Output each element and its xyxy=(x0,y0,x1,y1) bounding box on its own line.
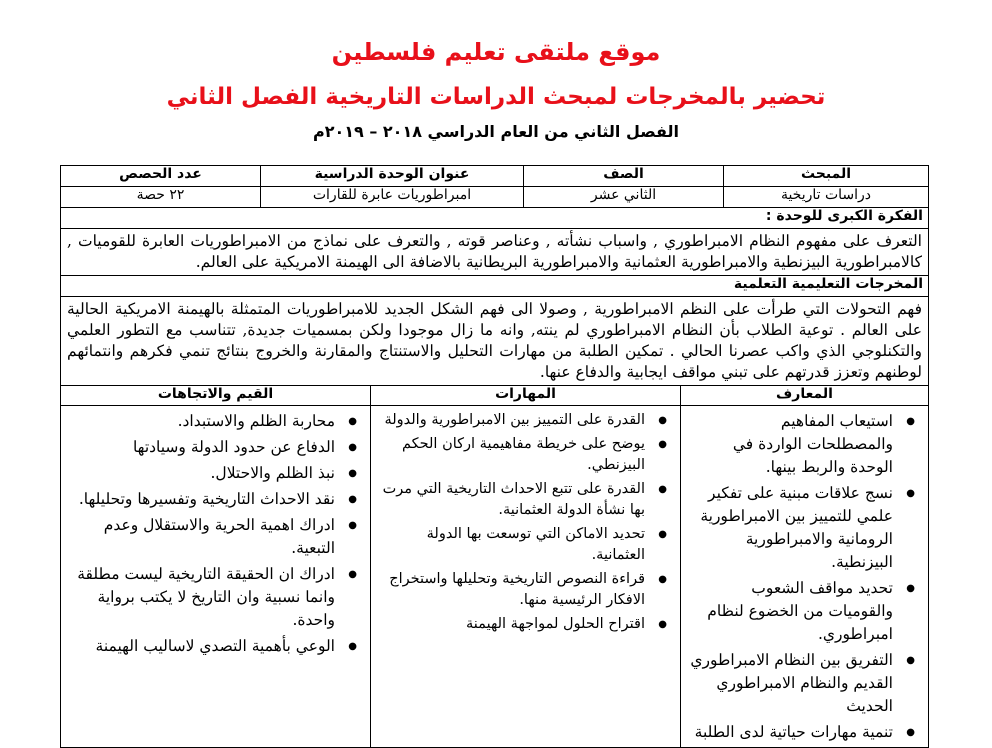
site-title: موقع ملتقى تعليم فلسطين xyxy=(331,38,661,66)
list-item: ● اقتراح الحلول لمواجهة الهيمنة xyxy=(380,614,645,635)
list-item: ● قراءة النصوص التاريخية وتحليلها واستخراج الافكار الرئيسية منها. xyxy=(380,569,645,611)
list-item: ● يوضح على خريطة مفاهيمية اركان الحكم البيزنطي. xyxy=(380,434,645,476)
list-item: ● الدفاع عن حدود الدولة وسيادتها xyxy=(70,436,335,459)
lesson-plan-table xyxy=(61,165,929,748)
unit-header: عنوان الوحدة الدراسية xyxy=(261,166,524,187)
list-item: ● نسج علاقات مبنية على تفكير علمي للتمييز بين الامبراطورية الرومانية والامبراطورية البيزنطية. xyxy=(690,482,893,574)
list-item: ● نقد الاحداث التاريخية وتفسيرها وتحليلها. xyxy=(70,488,335,511)
term-line: الفصل الثاني من العام الدراسي ٢٠١٨ – ٢٠١٩م xyxy=(312,122,680,141)
list-item: ● التفريق بين النظام الامبراطوري القديم والنظام الامبراطوري الحديث xyxy=(690,649,893,718)
outcomes-text: فهم التحولات التي طرأت على النظم الامبراطورية , وصولا الى فهم الشكل الجديد للامبراطوريات المتمثلة بالهيمنة الامريكية الحالية على العالم . توعية الطلاب بأن النظام الامبراطوري لم ينته, وانه ما زال موجودا ولكن بمسميات جديدة, تتناسب مع التطور العلمي والتكنلوجي الذي واكب عصرنا الحالي . تمكين الطلبة من مهارات التحليل والاستنتاج والمقارنة والخروج بنتائج تنمي فكرهم وانتمائهم لوطنهم وتعزز قدرتهم على تبني مواقف ايجابية والدفاع عنها. xyxy=(61,297,929,386)
list-item: ● الوعي بأهمية التصدي لاساليب الهيمنة xyxy=(70,635,335,658)
list-item: ● تحديد مواقف الشعوب والقوميات من الخضوع لنظام امبراطوري. xyxy=(690,577,893,646)
big-idea-text: التعرف على مفهوم النظام الامبراطوري , واسباب نشأته , وعناصر قوته , والتعرف على نماذج من الامبراطوريات العابرة للقوميات , كالامبراطورية البيزنطية والامبراطورية العثمانية والامبراطورية البريطانية بالاضافة الى الهيمنة الامريكية على العالم. xyxy=(61,229,929,276)
list-item: ● تنمية مهارات حياتية لدى الطلبة xyxy=(690,721,893,744)
list-item: ● تحديد الاماكن التي توسعت بها الدولة العثمانية. xyxy=(380,524,645,566)
unit-value: امبراطوريات عابرة للقارات xyxy=(261,187,524,208)
list-item: ● نبذ الظلم والاحتلال. xyxy=(70,462,335,485)
values-list xyxy=(66,406,365,658)
periods-header: عدد الحصص xyxy=(61,166,261,187)
unit-info-table xyxy=(60,165,929,386)
skills-cell xyxy=(371,406,681,748)
values-heading: القيم والاتجاهات xyxy=(61,386,371,406)
knowledge-cell xyxy=(681,406,929,748)
list-item: ● القدرة على تتبع الاحداث التاريخية التي مرت بها نشأة الدولة العثمانية. xyxy=(380,479,645,521)
skills-list xyxy=(376,406,675,635)
grade-header: الصف xyxy=(524,166,724,187)
knowledge-list xyxy=(686,406,923,744)
document-title: تحضير بالمخرجات لمبحث الدراسات التاريخية الفصل الثاني xyxy=(166,84,826,110)
list-item: ● ادراك اهمية الحرية والاستقلال وعدم التبعية. xyxy=(70,514,335,560)
subject-header: المبحث xyxy=(724,166,929,187)
outcomes-columns-table xyxy=(60,386,929,748)
list-item: ● القدرة على التمييز بين الامبراطورية والدولة xyxy=(380,410,645,431)
subject-value: دراسات تاريخية xyxy=(724,187,929,208)
list-item: ● استيعاب المفاهيم والمصطلحات الواردة في الوحدة والربط بينها. xyxy=(690,410,893,479)
periods-value: ٢٢ حصة xyxy=(61,187,261,208)
list-item: ● ادراك ان الحقيقة التاريخية ليست مطلقة وانما نسبية وان التاريخ لا يكتب برواية واحدة. xyxy=(70,563,335,632)
grade-value: الثاني عشر xyxy=(524,187,724,208)
knowledge-heading: المعارف xyxy=(681,386,929,406)
skills-heading: المهارات xyxy=(371,386,681,406)
big-idea-heading: الفكرة الكبرى للوحدة : xyxy=(61,208,929,229)
outcomes-heading: المخرجات التعليمية التعلمية xyxy=(61,276,929,297)
list-item: ● محاربة الظلم والاستبداد. xyxy=(70,410,335,433)
values-cell xyxy=(61,406,371,748)
